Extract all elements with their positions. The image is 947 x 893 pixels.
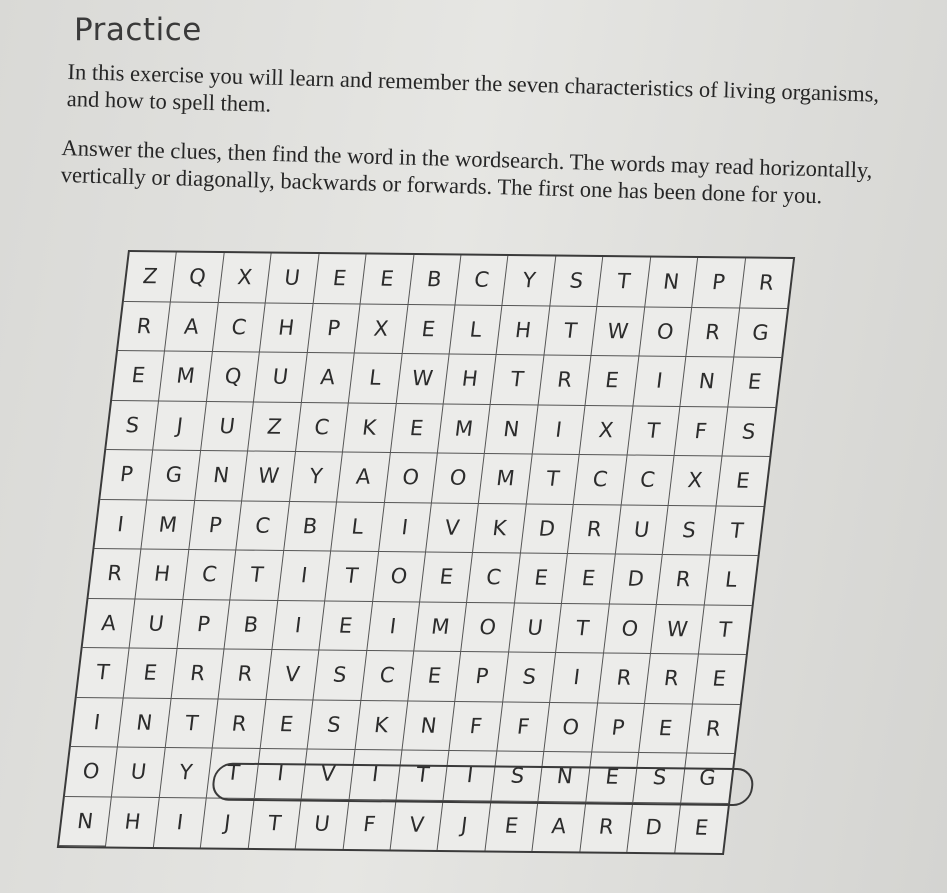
grid-cell: H [497,305,550,355]
grid-cell: S [633,753,686,803]
grid-cell: T [396,750,449,800]
grid-cell: E [639,703,692,753]
grid-cell: Z [248,402,301,452]
grid-cell: O [65,747,118,797]
grid-cell: Y [290,452,343,502]
grid-cell: E [420,552,473,602]
grid-cell: P [307,304,360,354]
grid-cell: X [355,304,408,354]
grid-cell: I [254,749,307,799]
grid-cell: S [106,401,159,451]
grid-cell: H [106,797,159,847]
grid-cell: F [497,702,550,752]
grid-cell: C [236,501,289,551]
grid-cell: U [254,353,307,403]
grid-cell: I [444,751,497,801]
grid-cell: P [100,450,153,500]
grid-cell: I [272,600,325,650]
grid-cell: R [645,654,698,704]
grid-cell: Q [207,352,260,402]
grid-cell: K [473,503,526,553]
grid-cell: J [438,800,491,850]
grid-cell: E [390,403,443,453]
grid-cell: H [136,550,189,600]
grid-cell: E [693,654,746,704]
grid-cell: U [112,747,165,797]
grid-cell: R [598,653,651,703]
grid-cell: H [444,354,497,404]
grid-cell: E [319,601,372,651]
grid-cell: O [432,453,485,503]
grid-cell: N [118,698,171,748]
grid-cell: R [171,649,224,699]
grid-cell: N [681,357,734,407]
grid-cell: N [195,451,248,501]
grid-cell: P [456,652,509,702]
grid-cell: C [361,651,414,701]
grid-cell: A [302,353,355,403]
grid-cell: C [296,402,349,452]
grid-cell: A [165,302,218,352]
grid-cell: V [302,749,355,799]
grid-cell: X [219,253,272,303]
grid-cell: I [379,502,432,552]
grid-cell: B [225,600,278,650]
grid-cell: E [515,553,568,603]
grid-cell: S [550,256,603,306]
grid-cell: R [213,699,266,749]
grid-cell: P [592,703,645,753]
grid-cell: R [88,549,141,599]
grid-cell: E [716,456,769,506]
grid-cell: E [586,752,639,802]
grid-cell: R [686,307,739,357]
grid-cell: R [687,704,740,754]
grid-cell: G [681,753,734,803]
grid-cell: L [704,555,757,605]
grid-cell: S [503,652,556,702]
grid-cell: T [710,506,763,556]
grid-cell: R [568,504,621,554]
grid-cell: V [426,503,479,553]
grid-cell: O [385,453,438,503]
grid-cell: N [485,404,538,454]
grid-cell: E [586,356,639,406]
grid-cell: I [550,653,603,703]
grid-cell: M [159,352,212,402]
grid-cell: C [574,455,627,505]
grid-cell: E [485,801,538,851]
grid-cell: V [391,800,444,850]
grid-cell: O [604,604,657,654]
grid-cell: F [450,701,503,751]
grid-cell: N [645,257,698,307]
grid-cell: U [296,799,349,849]
grid-cell: C [621,455,674,505]
grid-cell: E [260,699,313,749]
grid-cell: L [331,502,384,552]
grid-cell: R [740,258,793,308]
grid-cell: E [112,351,165,401]
grid-cell: B [284,501,337,551]
grid-cell: E [408,651,461,701]
intro-paragraph: In this exercise you will learn and remember the seven characteristics of living organisms, and how to spell them. [66,58,880,117]
grid-cell: E [693,815,710,841]
grid-cell: M [479,454,532,504]
grid-cell: I [349,750,402,800]
grid-cell: I [533,405,586,455]
grid-cell: F [675,406,728,456]
grid-cell: O [462,602,515,652]
grid-cell: M [142,500,195,550]
grid-cell: T [248,798,301,848]
grid-cell: V [266,650,319,700]
grid-cell: O [373,552,426,602]
grid-cell: C [455,255,508,305]
grid-cell: R [657,555,710,605]
grid-cell: X [580,405,633,455]
grid-cell: T [491,355,544,405]
grid-cell: A [533,801,586,851]
grid-cell: T [627,406,680,456]
grid-cell: U [266,254,319,304]
grid-cell: B [408,255,461,305]
grid-cell: E [361,255,414,305]
grid-cell: T [698,605,751,655]
grid-cell: T [527,454,580,504]
grid-cell: A [83,599,136,649]
grid-cell: E [313,254,366,304]
grid-cell: C [183,550,236,600]
grid-cell: E [124,648,177,698]
grid-cell: T [231,550,284,600]
grid-cell: R [118,302,171,352]
grid-cell: I [367,601,420,651]
grid-cell: O [639,307,692,357]
grid-cell: U [201,402,254,452]
grid-cell: N [59,796,112,846]
grid-cell: Q [171,253,224,303]
grid-cell: E [728,357,781,407]
grid-cell: D [627,802,680,852]
grid-cell: N [402,701,455,751]
grid-cell: D [610,554,663,604]
instructions-paragraph: Answer the clues, then find the word in the wordsearch. The words may read horizontally, vertically or diagonally, backwards or forwards. The first one has been done for you. [60,134,873,209]
grid-cell: W [592,306,645,356]
grid-cell: T [556,603,609,653]
grid-cell: W [396,354,449,404]
grid-cell: N [539,752,592,802]
grid-cell: C [213,303,266,353]
grid-cell: S [722,407,775,457]
grid-cell: C [467,553,520,603]
grid-cell: P [189,501,242,551]
grid-cell: L [450,305,503,355]
grid-cell: K [355,700,408,750]
grid-cell: W [242,451,295,501]
grid-cell: J [201,798,254,848]
grid-cell: L [349,353,402,403]
grid-cell: R [219,649,272,699]
grid-cell: M [414,602,467,652]
grid-cell: T [598,257,651,307]
grid-cell: D [521,504,574,554]
wordsearch-grid [57,250,795,855]
grid-cell: T [166,698,219,748]
grid-cell: E [562,554,615,604]
grid-cell: X [669,456,722,506]
grid-cell: T [207,748,260,798]
grid-cell: S [663,505,716,555]
grid-cell: T [544,306,597,356]
grid-cell: T [77,648,130,698]
grid-cell: S [491,751,544,801]
grid-cell: M [438,404,491,454]
grid-cell: P [692,258,745,308]
grid-cell: G [734,308,787,358]
grid-cell: R [580,802,633,852]
grid-cell: J [154,401,207,451]
grid-cell: S [308,700,361,750]
grid-cell: I [94,500,147,550]
grid-cell: U [130,599,183,649]
grid-cell: K [343,403,396,453]
page-title: Practice [74,12,202,48]
grid-cell: I [154,797,207,847]
grid-cell: U [615,505,668,555]
grid-cell: G [148,451,201,501]
grid-cell: F [343,799,396,849]
grid-cell: T [325,551,378,601]
grid-cell: E [402,304,455,354]
grid-cell: P [177,599,230,649]
grid-cell: S [314,650,367,700]
grid-cell: I [278,551,331,601]
grid-cell: U [509,603,562,653]
grid-cell: Z [124,252,177,302]
grid-cell: Y [160,748,213,798]
grid-cell: I [633,356,686,406]
grid-cell: W [651,604,704,654]
grid-cell: A [337,452,390,502]
grid-cell: I [71,697,124,747]
grid-cell: O [545,702,598,752]
grid-cell: H [260,303,313,353]
grid-cell: R [538,355,591,405]
grid-cell: Y [503,256,556,306]
